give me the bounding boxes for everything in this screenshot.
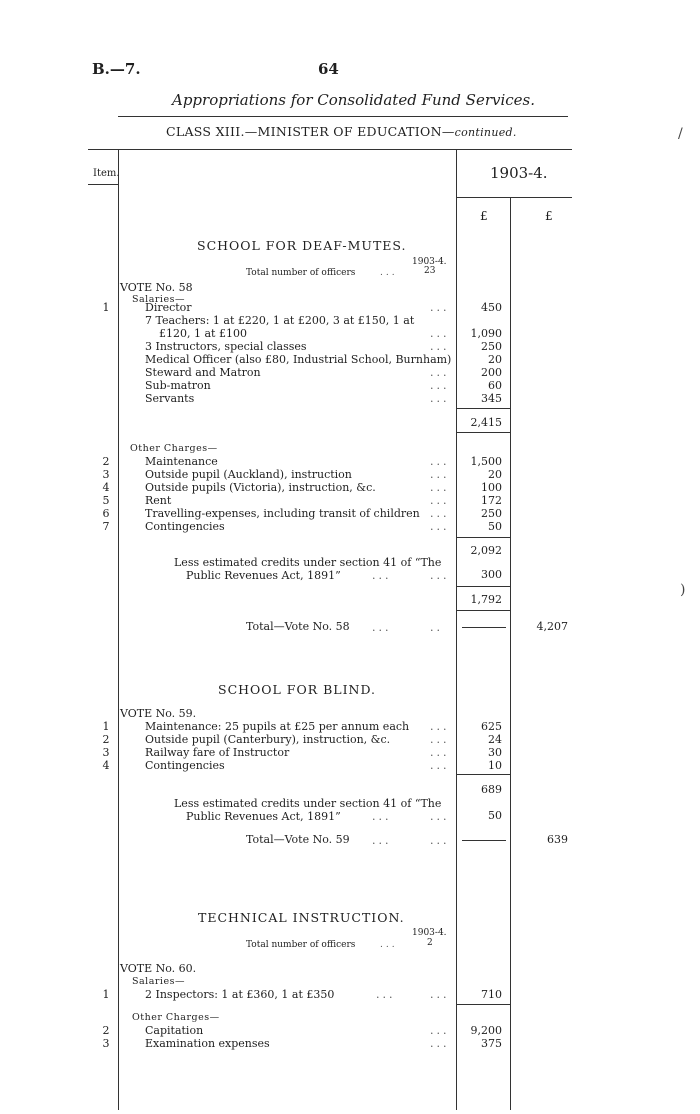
line-label: Outside pupil (Auckland), instruction	[145, 468, 352, 481]
line-value: 200	[481, 366, 502, 379]
leader-dots: ...	[430, 569, 450, 582]
item-head-rule	[88, 184, 118, 185]
item-number: 2	[102, 455, 110, 468]
leader-dots: ...	[430, 379, 450, 392]
leader-dots: ..	[430, 621, 443, 634]
leader-dots: ...	[380, 268, 398, 278]
page-number: 64	[318, 60, 339, 78]
line-value: 1,500	[470, 455, 502, 468]
line-value: 30	[488, 746, 502, 759]
item-number: 4	[102, 759, 110, 772]
officers-label: Total number of officers	[246, 940, 356, 950]
leader-dots: ...	[430, 455, 450, 468]
leader-dots: ...	[430, 520, 450, 533]
item-number: 2	[102, 733, 110, 746]
less-credits-value: 300	[481, 568, 502, 581]
officers-year: 1903-4.	[412, 928, 447, 938]
year-column-header: 1903-4.	[490, 164, 548, 182]
leader-dots: ...	[430, 810, 450, 823]
document-reference: B.—7.	[92, 60, 141, 78]
less-credits-line2: Public Revenues Act, 1891”	[186, 810, 341, 823]
leader-dots: ...	[430, 759, 450, 772]
pound-header-1: £	[480, 209, 488, 223]
leader-dots: ...	[376, 988, 396, 1001]
leader-dots: ...	[430, 507, 450, 520]
leader-dots: ...	[430, 327, 450, 340]
line-label: 3 Instructors, special classes	[145, 340, 307, 353]
line-label: 2 Inspectors: 1 at £360, 1 at £350	[145, 988, 335, 1001]
line-label: Travelling-expenses, including transit of children	[145, 507, 420, 520]
officers-count: 23	[424, 266, 436, 276]
vote-label: VOTE No. 58	[120, 281, 193, 294]
leader-dots: ...	[430, 481, 450, 494]
item-number: 1	[102, 988, 110, 1001]
vote-total-value: 4,207	[536, 620, 568, 633]
vote-label: VOTE No. 59.	[120, 707, 197, 720]
leader-dots: ...	[372, 834, 392, 847]
item-number: 2	[102, 1024, 110, 1037]
item-number: 3	[102, 468, 110, 481]
line-value: 250	[481, 507, 502, 520]
salaries-heading: Salaries—	[132, 976, 185, 987]
leader-dots: ...	[372, 810, 392, 823]
vote-total-value: 639	[547, 833, 568, 846]
less-credits-line2: Public Revenues Act, 1891”	[186, 569, 341, 582]
item-number: 4	[102, 481, 110, 494]
section-title-deaf: SCHOOL FOR DEAF-MUTES.	[197, 238, 407, 253]
line-label: Steward and Matron	[145, 366, 261, 379]
item-number: 7	[102, 520, 110, 533]
line-value: 20	[488, 468, 502, 481]
leader-dots: ...	[430, 988, 450, 1001]
line-value: 1,090	[470, 327, 502, 340]
other-charges-heading: Other Charges—	[132, 1012, 220, 1023]
line-value: 100	[481, 481, 502, 494]
item-column-line	[118, 150, 119, 1110]
leader-dots: ...	[430, 468, 450, 481]
margin-mark: )	[680, 582, 686, 598]
year-head-rule	[456, 197, 572, 198]
line-value: 50	[488, 520, 502, 533]
line-value: 345	[481, 392, 502, 405]
total-dash	[462, 840, 506, 841]
margin-mark: /	[678, 126, 683, 142]
vote-total-label: Total—Vote No. 58	[246, 620, 350, 633]
line-label: Contingencies	[145, 520, 225, 533]
leader-dots: ...	[430, 366, 450, 379]
section-title-blind: SCHOOL FOR BLIND.	[218, 682, 377, 697]
amount-column-line	[456, 150, 457, 1110]
item-column-header: Item.	[93, 168, 120, 179]
subtotal-rule	[457, 610, 510, 611]
header-rule	[118, 116, 568, 117]
line-value: 60	[488, 379, 502, 392]
subtotal-rule	[457, 408, 510, 409]
leader-dots: ...	[372, 621, 392, 634]
line-label: Sub-matron	[145, 379, 211, 392]
line-label: Contingencies	[145, 759, 225, 772]
officers-count: 2	[427, 938, 433, 948]
page-title: Appropriations for Consolidated Fund Services.	[172, 91, 536, 109]
subtotal-rule	[457, 1004, 510, 1005]
leader-dots: ...	[430, 340, 450, 353]
line-value: 24	[488, 733, 502, 746]
line-value: 10	[488, 759, 502, 772]
leader-dots: ...	[430, 392, 450, 405]
leader-dots: ...	[430, 720, 450, 733]
salaries-total: 2,415	[470, 416, 502, 429]
subtotal-rule	[457, 537, 510, 538]
line-label: Railway fare of Instructor	[145, 746, 290, 759]
officers-year: 1903-4.	[412, 257, 447, 267]
officers-label: Total number of officers	[246, 268, 356, 278]
blind-subtotal: 689	[481, 783, 502, 796]
subtotal-rule	[457, 774, 510, 775]
leader-dots: ...	[372, 569, 392, 582]
line-label: Medical Officer (also £80, Industrial School, Burnham)	[145, 353, 452, 366]
pound-header-2: £	[545, 209, 553, 223]
item-number: 5	[102, 494, 110, 507]
line-value: 250	[481, 340, 502, 353]
item-number: 3	[102, 1037, 110, 1050]
line-value: 172	[481, 494, 502, 507]
less-credits-line1: Less estimated credits under section 41 of “The	[174, 556, 442, 569]
subtotal-rule	[457, 432, 510, 433]
leader-dots: ...	[380, 940, 398, 950]
less-credits-line1: Less estimated credits under section 41 of “The	[174, 797, 442, 810]
leader-dots: ...	[430, 1037, 450, 1050]
line-label: Outside pupils (Victoria), instruction, &c.	[145, 481, 376, 494]
line-label: Capitation	[145, 1024, 204, 1037]
line-value: 375	[481, 1037, 502, 1050]
leader-dots: ...	[430, 746, 450, 759]
line-value: 450	[481, 301, 502, 314]
leader-dots: ...	[430, 301, 450, 314]
leader-dots: ...	[430, 494, 450, 507]
salaries-heading: Salaries—	[132, 294, 185, 305]
item-number: 1	[102, 301, 110, 314]
vote-label: VOTE No. 60.	[120, 962, 197, 975]
total-dash	[462, 627, 506, 628]
leader-dots: ...	[430, 1024, 450, 1037]
item-number: 1	[102, 720, 110, 733]
subtotal-rule	[457, 586, 510, 587]
less-credits-value: 50	[488, 809, 502, 822]
leader-dots: ...	[430, 733, 450, 746]
line-label: Director	[145, 301, 192, 314]
line-label: £120, 1 at £100	[159, 327, 247, 340]
line-value: 20	[488, 353, 502, 366]
line-label: Examination expenses	[145, 1037, 270, 1050]
item-number: 6	[102, 507, 110, 520]
vote-total-label: Total—Vote No. 59	[246, 833, 350, 846]
line-value: 9,200	[470, 1024, 502, 1037]
line-value: 625	[481, 720, 502, 733]
line-label: Maintenance	[145, 455, 218, 468]
net-value: 1,792	[470, 593, 502, 606]
total-column-line	[510, 198, 511, 1110]
other-charges-heading: Other Charges—	[130, 443, 218, 454]
line-value: 710	[481, 988, 502, 1001]
line-label: Rent	[145, 494, 172, 507]
leader-dots: ...	[430, 834, 450, 847]
line-label: 7 Teachers: 1 at £220, 1 at £200, 3 at £150, 1 at	[145, 314, 415, 327]
line-label: Maintenance: 25 pupils at £25 per annum each	[145, 720, 410, 733]
item-number: 3	[102, 746, 110, 759]
class-heading: CLASS XIII.—MINISTER OF EDUCATION—continued.	[166, 124, 517, 139]
line-label: Outside pupil (Canterbury), instruction, &c.	[145, 733, 391, 746]
line-label: Servants	[145, 392, 195, 405]
table-top-rule	[88, 149, 572, 150]
other-subtotal: 2,092	[470, 544, 502, 557]
section-title-technical: TECHNICAL INSTRUCTION.	[198, 910, 405, 925]
